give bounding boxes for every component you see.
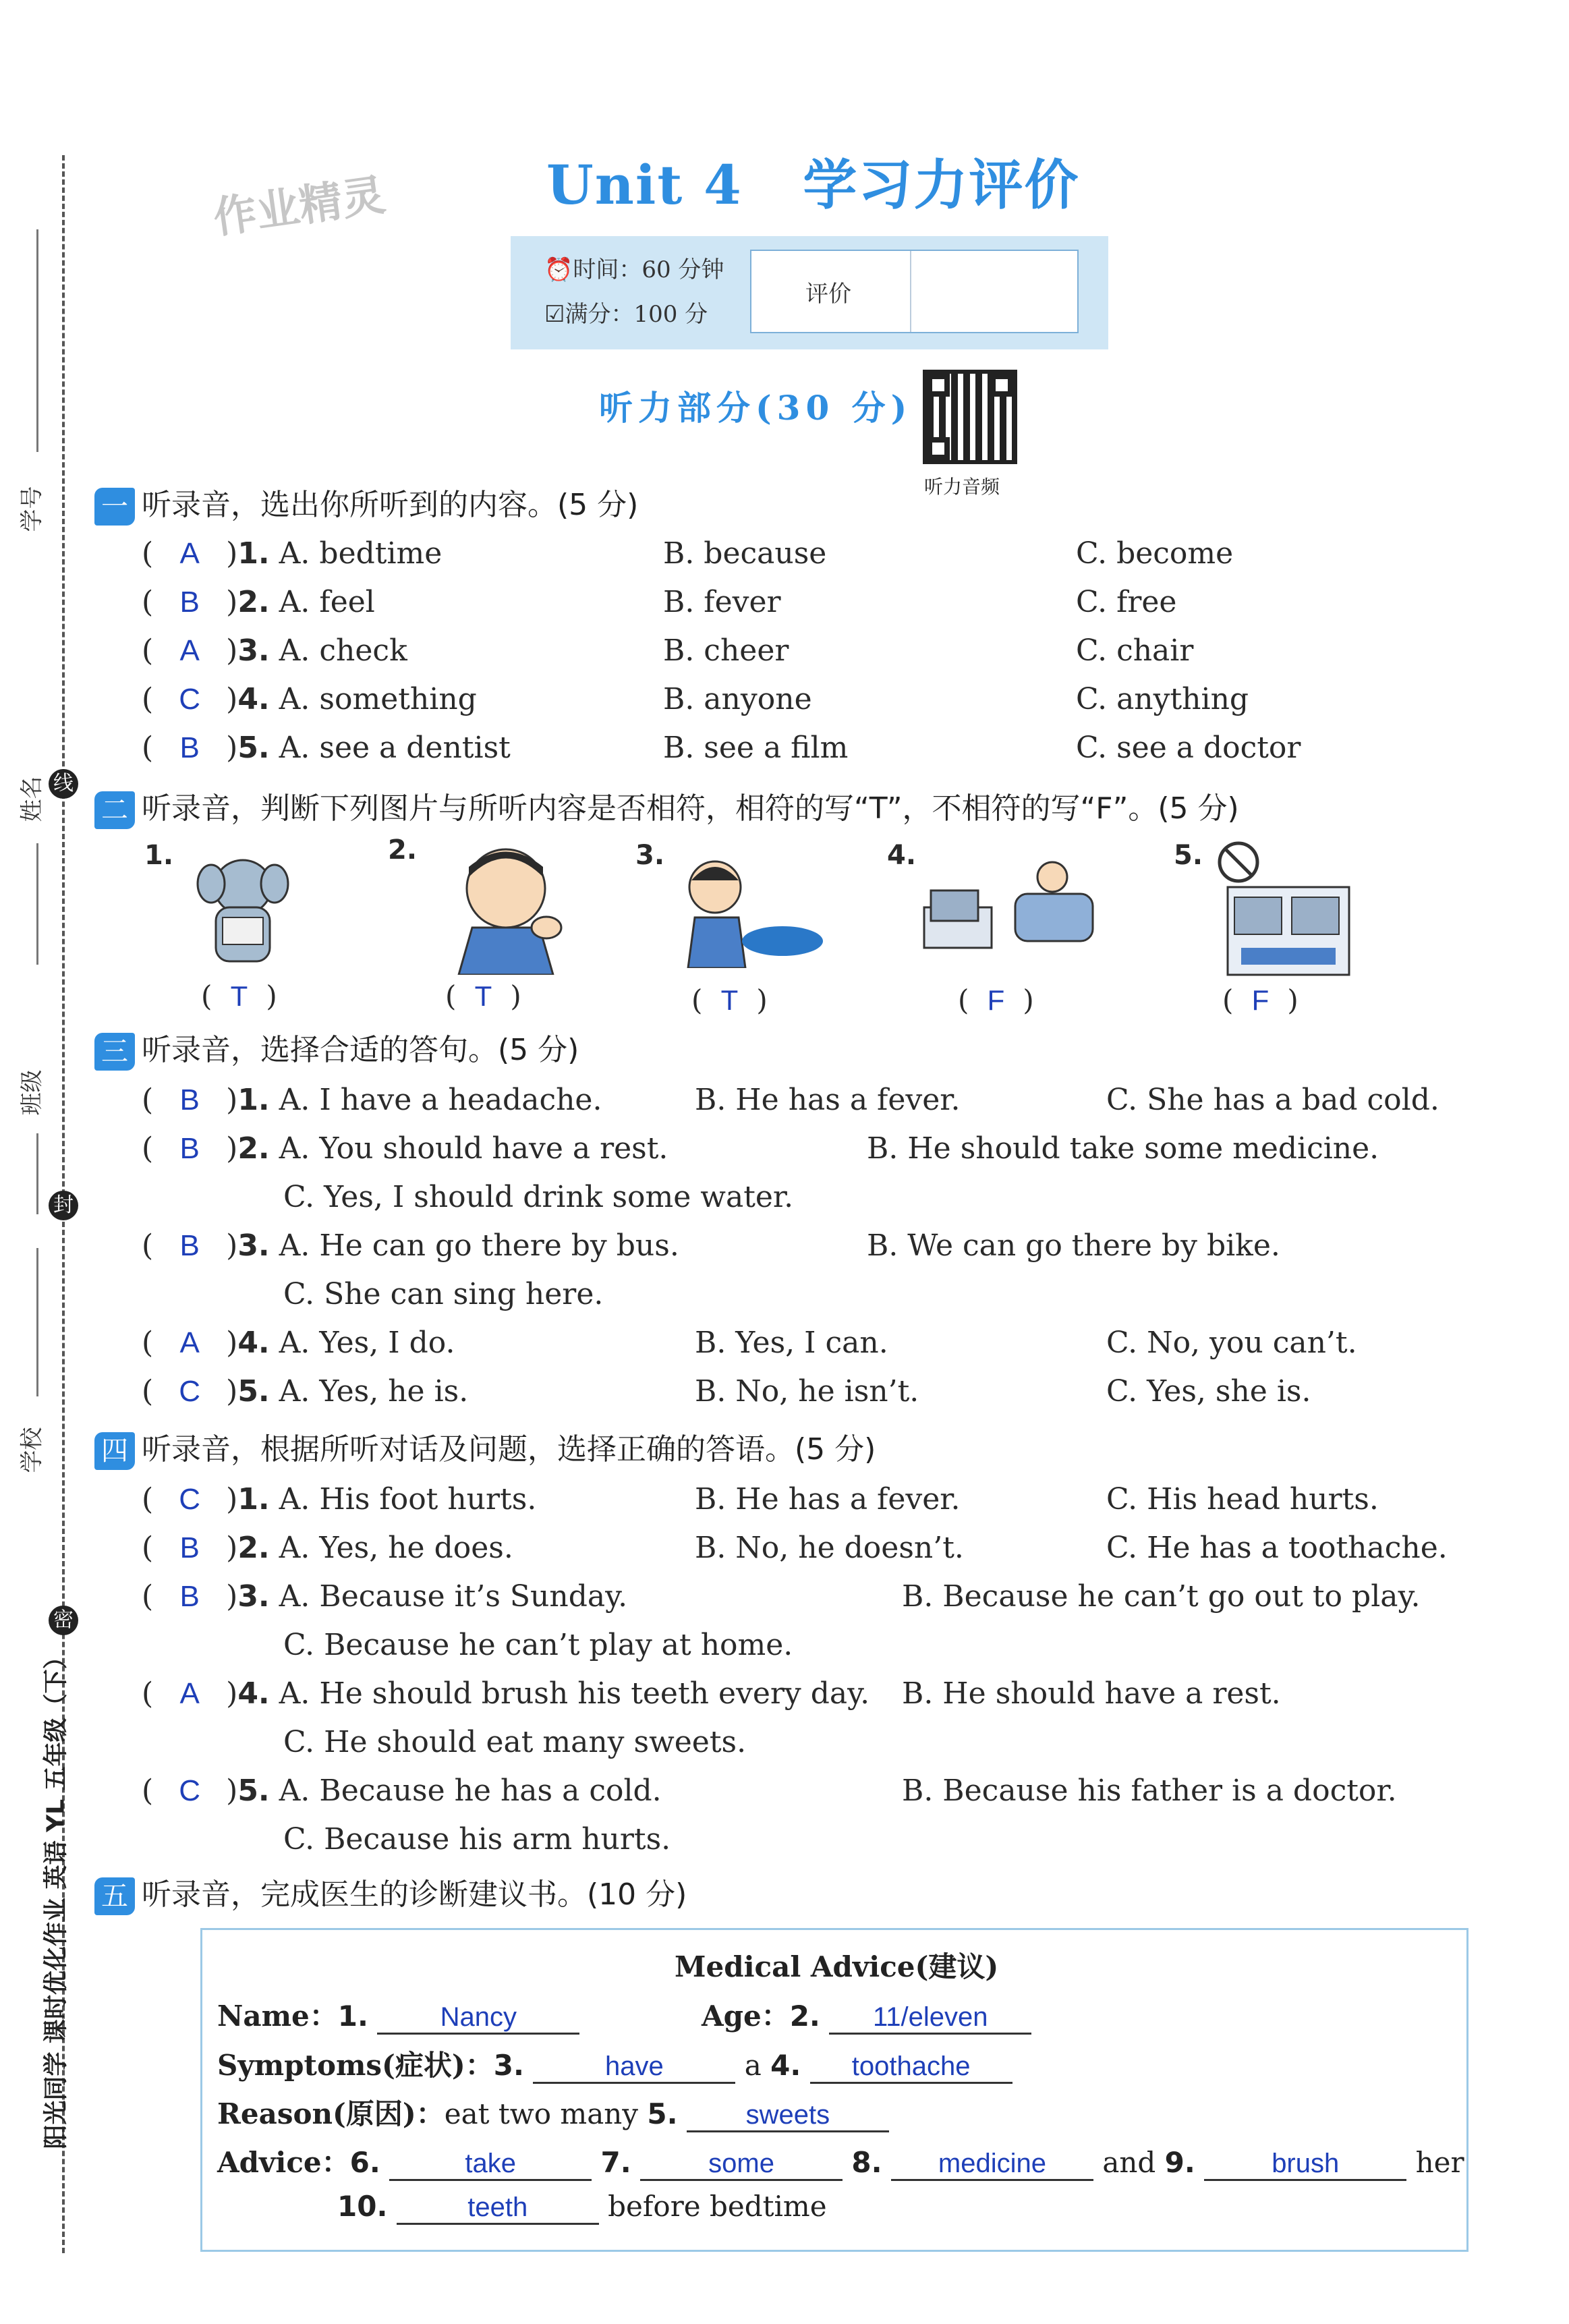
answer-choice[interactable]: B (179, 731, 200, 764)
picture-4-girl-watching-tv (917, 853, 1100, 955)
option-a: A. check (279, 633, 407, 668)
option-a: A. Because it’s Sunday. (279, 1579, 628, 1614)
section-2-title: 听录音，判断下列图片与所听内容是否相符，相符的写“T”，不相符的写“F”。(5 分) (142, 791, 1239, 826)
option-a: A. bedtime (279, 536, 443, 571)
option-a: A. He can go there by bus. (279, 1228, 679, 1263)
advice-row: Advice：6. take 7. some 8. medicine and 9. brush her (217, 2141, 1464, 2181)
option-b: B. see a film (663, 731, 849, 765)
option-a: A. Yes, I do. (279, 1326, 455, 1360)
answer-choice[interactable]: B (179, 1580, 200, 1613)
evaluation-box (750, 250, 1079, 333)
series-title: 阳光同学 课时优化作业 英语 YL 五年级（下） (42, 1645, 70, 2149)
option-c: C. become (1076, 536, 1234, 571)
watermark-logo: 作业精灵 (210, 170, 389, 244)
option-a: A. You should have a rest. (279, 1131, 668, 1166)
section-2-header (94, 784, 1239, 829)
question-row: ( A )1. A. bedtime (142, 536, 443, 571)
picture-3-answer: ( T ) (691, 984, 768, 1017)
answer-choice[interactable]: B (179, 1083, 200, 1116)
option-b: B. fever (663, 585, 781, 619)
option-b: B. No, he isn’t. (695, 1374, 919, 1409)
option-a: A. He should brush his teeth every day. (279, 1676, 870, 1711)
option-c: C. He has a toothache. (1106, 1531, 1448, 1565)
question-row: ( B )1. A. I have a headache. (142, 1083, 602, 1117)
answer-7-field[interactable]: some (640, 2149, 843, 2181)
option-b: B. Because he can’t go out to play. (902, 1579, 1421, 1614)
option-a: A. I have a headache. (279, 1083, 602, 1117)
picture-5-answer: ( F ) (1222, 984, 1299, 1017)
answer-choice[interactable]: A (179, 1677, 200, 1710)
question-row: ( C )4. A. something (142, 682, 477, 716)
option-b: B. He should have a rest. (902, 1676, 1281, 1711)
picture-1-number: 1. (144, 840, 174, 871)
reason-row: Reason(原因)：eat two many 5. sweets (217, 2092, 889, 2132)
section-1-header (94, 480, 638, 526)
option-c: C. anything (1076, 682, 1249, 716)
margin-label-school: 学校 (18, 1427, 46, 1473)
clock-icon: ⏰ (544, 256, 573, 283)
name-row: Name：1. Nancy (217, 1994, 579, 2035)
section-4-header (94, 1425, 876, 1470)
option-c: C. She has a bad cold. (1106, 1083, 1439, 1117)
class-blank (36, 1133, 38, 1214)
score-info: ☑满分：100 分 (544, 301, 708, 328)
option-b: B. because (663, 536, 827, 571)
option-a: A. Because he has a cold. (279, 1774, 662, 1808)
answer-choice[interactable]: C (179, 1774, 201, 1807)
answer-10-field[interactable]: teeth (397, 2192, 599, 2225)
option-a: A. Yes, he does. (279, 1531, 513, 1565)
answer-choice[interactable]: A (179, 1326, 200, 1359)
option-a: A. something (279, 682, 477, 716)
question-row: ( B )5. A. see a dentist (142, 731, 511, 765)
section-1-badge: 一 (94, 488, 135, 526)
question-row: ( C )5. A. Yes, he is. (142, 1374, 469, 1409)
option-b: B. He should take some medicine. (867, 1131, 1379, 1166)
option-a: A. feel (279, 585, 375, 619)
answer-2-field[interactable]: 11/eleven (829, 2002, 1031, 2035)
option-c: C. His head hurts. (1106, 1482, 1379, 1517)
option-b: B. cheer (663, 633, 789, 668)
option-b: B. We can go there by bike. (867, 1228, 1280, 1263)
answer-choice[interactable]: C (179, 1483, 201, 1516)
qr-code-icon[interactable] (923, 370, 1017, 464)
picture-2-number: 2. (388, 834, 418, 866)
option-c: C. No, you can’t. (1106, 1326, 1357, 1360)
section-3-header (94, 1025, 579, 1071)
answer-choice[interactable]: B (179, 1531, 200, 1564)
section-3-badge: 三 (94, 1033, 135, 1071)
question-row: ( A )3. A. check (142, 633, 407, 668)
section-3-title: 听录音，选择合适的答句。(5 分) (142, 1033, 579, 1067)
info-box (511, 236, 1108, 349)
option-b: B. Because his father is a doctor. (902, 1774, 1397, 1808)
margin-label-name: 姓名 (18, 776, 46, 822)
option-c: C. Because he can’t play at home. (283, 1628, 793, 1662)
answer-3-field[interactable]: have (533, 2051, 735, 2084)
answer-choice[interactable]: B (179, 1229, 200, 1262)
picture-5-number: 5. (1174, 840, 1203, 871)
secret-marker: 密 (49, 1606, 78, 1635)
age-row: Age：2. 11/eleven (702, 1994, 1031, 2035)
medical-advice-heading: Medical Advice(建议) (675, 1950, 999, 1983)
school-blank (36, 1248, 38, 1396)
symptoms-row: Symptoms(症状)：3. have a 4. toothache (217, 2043, 1012, 2084)
section-5-badge: 五 (94, 1877, 135, 1915)
section-5-header (94, 1870, 687, 1915)
answer-6-field[interactable]: take (389, 2149, 592, 2181)
answer-choice[interactable]: C (179, 1375, 201, 1408)
answer-choice[interactable]: A (179, 634, 200, 667)
option-c: C. Yes, I should drink some water. (283, 1180, 794, 1214)
margin-label-class: 班级 (18, 1069, 46, 1116)
picture-2-boy-ear-ache (445, 840, 567, 975)
student-number-blank (36, 229, 38, 452)
answer-5-field[interactable]: sweets (687, 2100, 889, 2132)
option-b: B. Yes, I can. (695, 1326, 888, 1360)
option-b: B. anyone (663, 682, 812, 716)
section-2-badge: 二 (94, 791, 135, 829)
picture-3-boy-with-sweets (675, 857, 830, 968)
question-row: ( B )3. A. He can go there by bus. (142, 1228, 679, 1263)
answer-choice[interactable]: B (179, 586, 200, 619)
option-c: C. chair (1076, 633, 1194, 668)
option-a: A. Yes, he is. (279, 1374, 469, 1409)
answer-choice[interactable]: A (179, 537, 200, 570)
picture-5-no-swimming-library (1214, 837, 1356, 982)
question-row: ( B )2. A. feel (142, 585, 375, 619)
option-b: B. He has a fever. (695, 1083, 961, 1117)
option-a: A. see a dentist (279, 731, 511, 765)
name-blank (36, 843, 38, 965)
seal-line-marker: 线 (49, 769, 78, 799)
answer-4-field[interactable]: toothache (810, 2051, 1012, 2084)
option-b: B. He has a fever. (695, 1482, 961, 1517)
time-info: ⏰时间：60 分钟 (544, 256, 724, 283)
evaluation-label: 评价 (805, 281, 851, 308)
advice-row-2: 10. teeth before bedtime (337, 2190, 827, 2225)
answer-choice[interactable]: C (179, 683, 201, 716)
option-c: C. Yes, she is. (1106, 1374, 1311, 1409)
question-row: ( A )4. A. Yes, I do. (142, 1326, 455, 1360)
question-row: ( B )2. A. You should have a rest. (142, 1131, 668, 1166)
question-row: ( A )4. A. He should brush his teeth every day. (142, 1676, 870, 1711)
picture-1-answer: ( T ) (201, 980, 277, 1013)
listening-section-title: 听力部分(30 分) (599, 388, 913, 428)
seal-marker: 封 (49, 1191, 78, 1220)
qr-label: 听力音频 (924, 476, 1000, 498)
answer-1-field[interactable]: Nancy (377, 2002, 579, 2035)
picture-3-number: 3. (635, 840, 665, 871)
option-a: A. His foot hurts. (279, 1482, 537, 1517)
picture-4-number: 4. (887, 840, 917, 871)
picture-4-answer: ( F ) (958, 984, 1034, 1017)
section-4-title: 听录音，根据所听对话及问题，选择正确的答语。(5 分) (142, 1432, 876, 1467)
question-row: ( C )1. A. His foot hurts. (142, 1482, 537, 1517)
option-c: C. He should eat many sweets. (283, 1725, 747, 1759)
medical-advice-box (200, 1928, 1468, 2252)
margin-label-student-number: 学号 (18, 486, 46, 532)
section-1-title: 听录音，选出你所听到的内容。(5 分) (142, 488, 639, 522)
option-c: C. see a doctor (1076, 731, 1301, 765)
answer-choice[interactable]: B (179, 1132, 200, 1165)
option-c: C. free (1076, 585, 1177, 619)
option-c: C. Because his arm hurts. (283, 1822, 671, 1857)
section-5-title: 听录音，完成医生的诊断建议书。(10 分) (142, 1877, 687, 1912)
question-row: ( B )2. A. Yes, he does. (142, 1531, 513, 1565)
section-4-badge: 四 (94, 1432, 135, 1470)
option-b: B. No, he doesn’t. (695, 1531, 964, 1565)
question-row: ( C )5. A. Because he has a cold. (142, 1774, 662, 1808)
picture-2-answer: ( T ) (445, 980, 521, 1013)
check-icon: ☑ (544, 301, 565, 328)
page-title: Unit 4 学习力评价 (546, 153, 1080, 217)
answer-9-field[interactable]: brush (1204, 2149, 1406, 2181)
option-c: C. She can sing here. (283, 1277, 604, 1311)
answer-8-field[interactable]: medicine (891, 2149, 1093, 2181)
picture-1-bandaged-elephant (192, 847, 293, 971)
question-row: ( B )3. A. Because it’s Sunday. (142, 1579, 628, 1614)
